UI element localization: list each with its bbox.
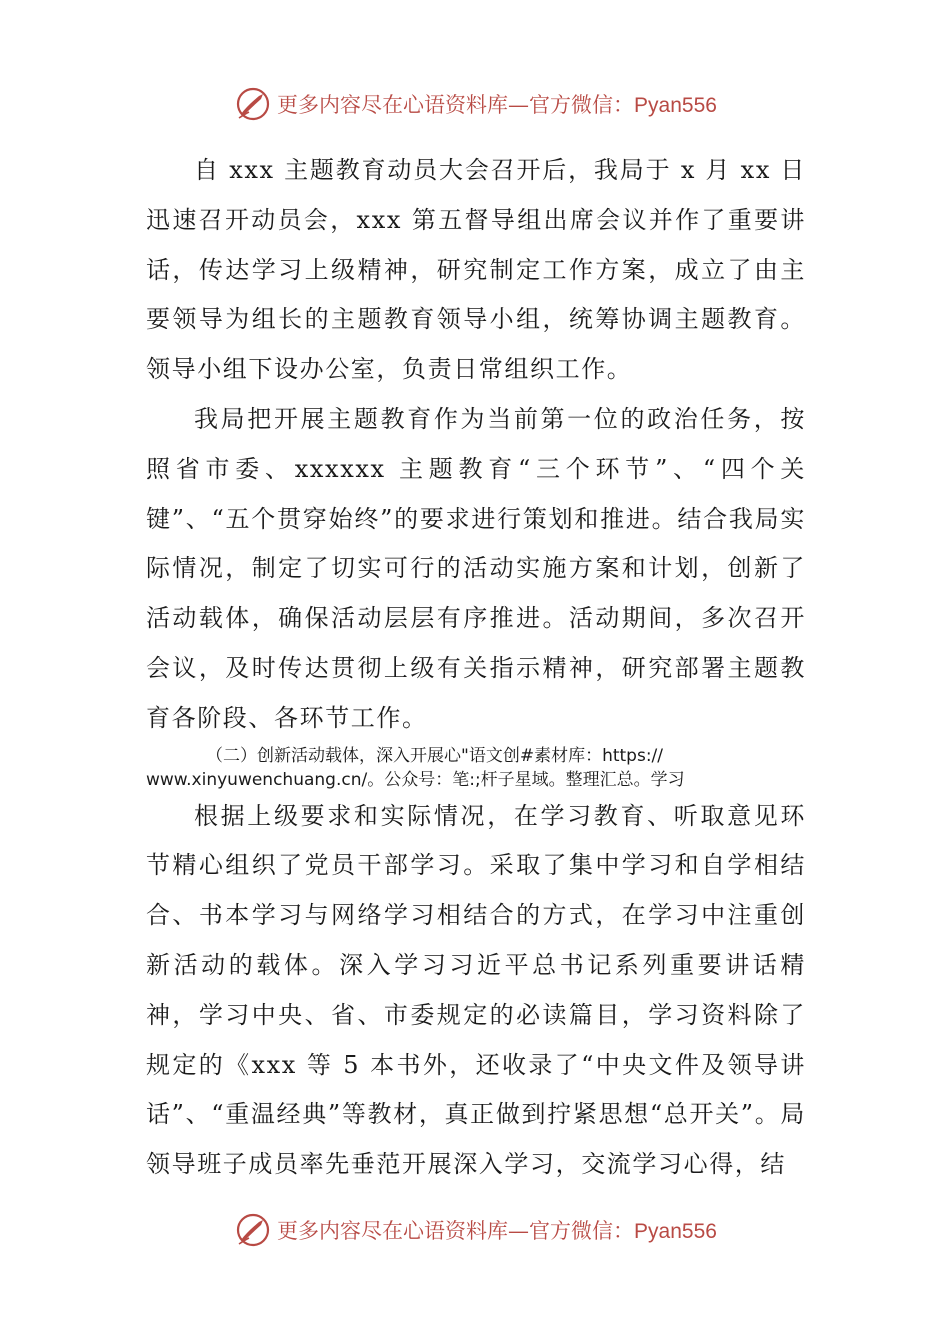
paragraph-2: 我局把开展主题教育作为当前第一位的政治任务，按照省市委、xxxxxx 主题教育“三个环节”、“四个关键”、“五个贯穿始终”的要求进行策划和推进。结合我局实际情况，制定了切实可行的活动实施方案和计划，创新了活动载体，确保活动层层有序推进。活动期间，多次召开会议，及时传达贯彻上级有关指示精神，研究部署主题教育各阶段、各环节工作。: [146, 404, 806, 732]
pen-logo-icon: [233, 84, 273, 124]
header-banner: [0, 82, 950, 126]
document-body: [146, 146, 806, 1190]
banner-text: 更多内容尽在心语资料库—官方微信：Pyan556: [277, 1219, 717, 1243]
paragraph-3: 根据上级要求和实际情况，在学习教育、听取意见环节精心组织了党员干部学习。采取了集中学习和自学相结合、书本学习与网络学习相结合的方式，在学习中注重创新活动的载体。深入学习习近平总书记系列重要讲话精神，学习中央、省、市委规定的必读篇目，学习资料除了规定的《xxx 等 5 本书外，还收录了“中央文件及领导讲话”、“重温经典”等教材，真正做到拧紧思想“总开关”。局领导班子成员率先垂范开展深入学习，交流学习心得，结: [146, 801, 806, 1179]
section-heading: [146, 744, 806, 792]
pen-logo-icon: [233, 1210, 273, 1250]
footer-banner: [0, 1208, 950, 1252]
banner-text: 更多内容尽在心语资料库—官方微信：Pyan556: [277, 93, 717, 117]
wechat-id: Pyan556: [634, 94, 717, 117]
section-heading-line1: （二）创新活动载体，深入开展心"语文创#素材库：https://: [206, 745, 663, 766]
section-heading-line2: www.xinyuwenchuang.cn/。公众号：笔:;杆子星域。整理汇总。学习: [146, 769, 685, 790]
paragraph-1: 自 xxx 主题教育动员大会召开后，我局于 x 月 xx 日迅速召开动员会，xxx 第五督导组出席会议并作了重要讲话，传达学习上级精神，研究制定工作方案，成立了由主要领导为组长的主题教育领导小组，统筹协调主题教育。领导小组下设办公室，负责日常组织工作。: [146, 156, 806, 384]
wechat-id: Pyan556: [634, 1220, 717, 1243]
